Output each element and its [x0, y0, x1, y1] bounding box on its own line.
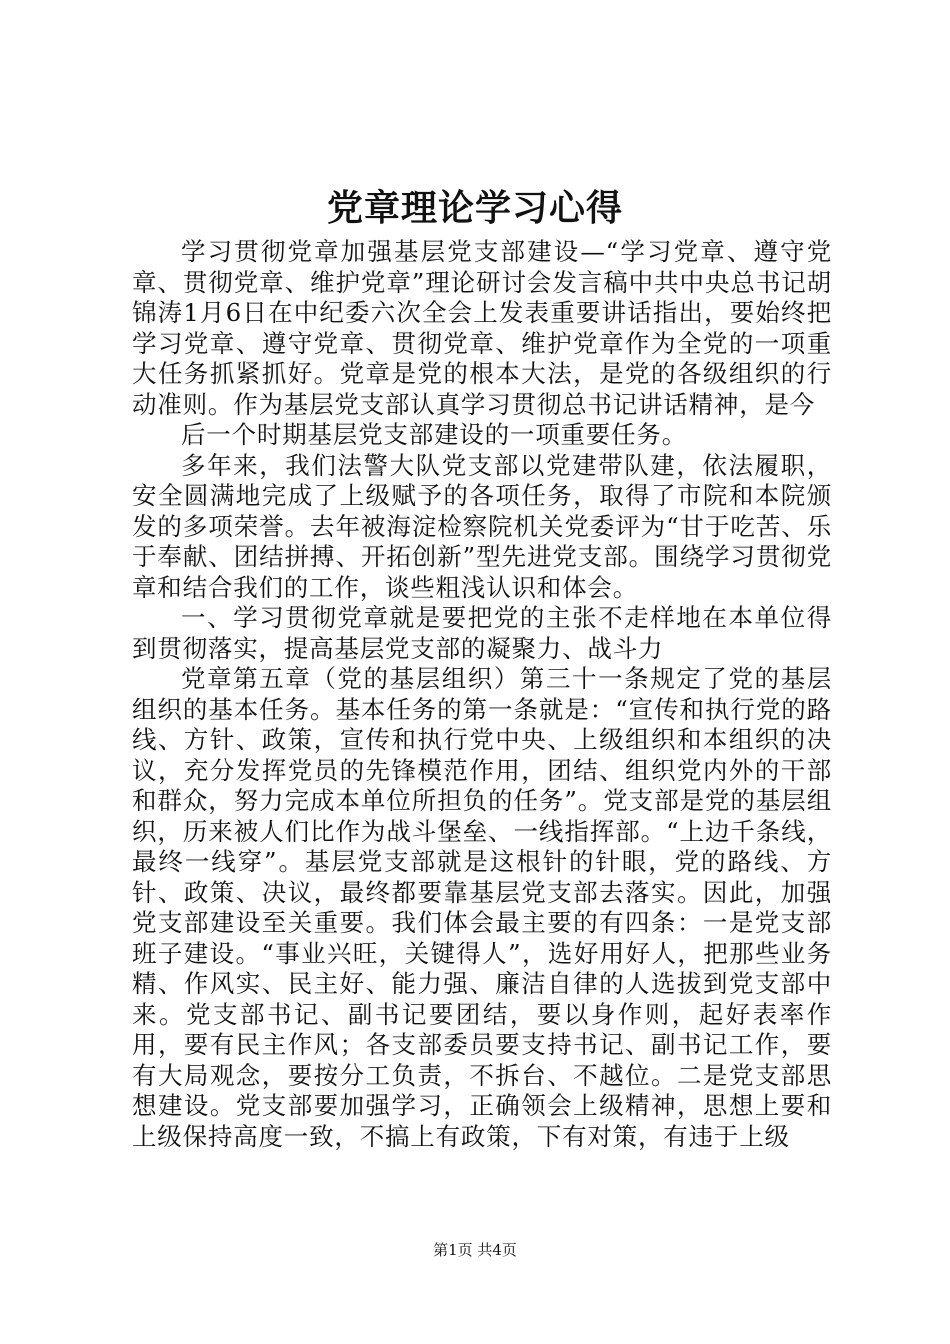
- body-paragraph: 党章第五章（党的基层组织）第三十一条规定了党的基层组织的基本任务。基本任务的第一条就是：“宣传和执行党的路线、方针、政策，宣传和执行党中央、上级组织和本组织的决议，充分发挥党员的先锋模范作用，团结、组织党内外的干部和群众，努力完成本单位所担负的任务”。党支部是党的基层组织，历来被人们比作为战斗堡垒、一线指挥部。“上边千条线，最终一线穿”。基层党支部就是这根针的针眼，党的路线、方针、政策、决议，最终都要靠基层党支部去落实。因此，加强党支部建设至关重要。我们体会最主要的有四条：一是党支部班子建设。“事业兴旺，关键得人”，选好用好人，把那些业务精、作风实、民主好、能力强、廉洁自律的人选拔到党支部中来。党支部书记、副书记要团结，要以身作则，起好表率作用，要有民主作风；各支部委员要支持书记、副书记工作，要有大局观念，要按分工负责，不拆台、不越位。二是党支部思想建设。党支部要加强学习，正确领会上级精神，思想上要和上级保持高度一致，不搞上有政策，下有对策，有违于上级: [132, 664, 833, 1151]
- page-number-footer: 第1页 共4页: [433, 1241, 517, 1259]
- document-title: 党章理论学习心得: [326, 188, 623, 229]
- section-heading: 一、学习贯彻党章就是要把党的主张不走样地在本单位得到贯彻落实，提高基层党支部的凝聚力、战斗力: [132, 603, 832, 663]
- document-body: [132, 237, 832, 1152]
- body-paragraph: 多年来，我们法警大队党支部以党建带队建，依法履职，安全圆满地完成了上级赋予的各项任务，取得了市院和本院颁发的多项荣誉。去年被海淀检察院机关党委评为“甘于吃苦、乐于奉献、团结拼搏、开拓创新”型先进党支部。围绕学习贯彻党章和结合我们的工作，谈些粗浅认识和体会。: [132, 450, 832, 602]
- body-paragraph: 学习贯彻党章加强基层党支部建设—“学习党章、遵守党章、贯彻党章、维护党章”理论研讨会发言稿中共中央总书记胡锦涛1月6日在中纪委六次全会上发表重要讲话指出，要始终把学习党章、遵守党章、贯彻党章、维护党章作为全党的一项重大任务抓紧抓好。党章是党的根本大法，是党的各级组织的行动准则。作为基层党支部认真学习贯彻总书记讲话精神，是今: [132, 237, 832, 419]
- body-paragraph: 后一个时期基层党支部建设的一项重要任务。: [181, 420, 687, 449]
